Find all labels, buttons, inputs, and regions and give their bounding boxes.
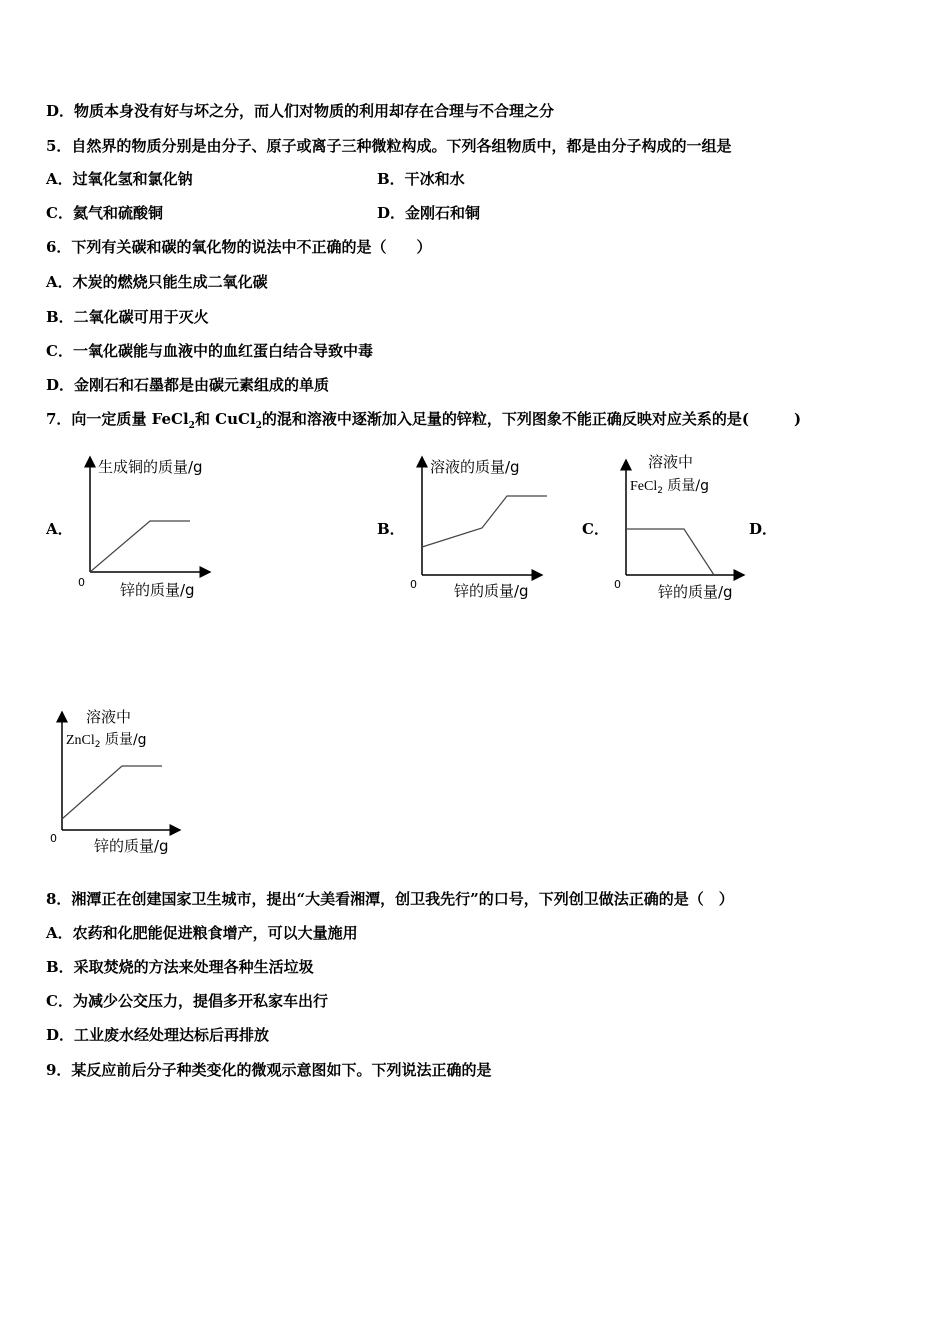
q7-label-c: C． <box>582 520 609 538</box>
q7-label-d: D． <box>749 520 778 538</box>
origin-label: 0 <box>78 576 85 589</box>
q5-option-d: D．金刚石和铜 <box>377 204 481 222</box>
q7-subscript: 2 <box>188 421 195 431</box>
unit: 质量/g <box>100 732 147 748</box>
x-axis-label: 锌的质量/g <box>454 582 529 600</box>
y-axis-label <box>66 732 147 750</box>
q6-option-c: C．一氧化碳能与血液中的血红蛋白结合导致中毒 <box>46 342 373 360</box>
x-axis-label: 锌的质量/g <box>658 583 733 601</box>
subscript: 2 <box>657 486 663 496</box>
q6-option-b: B．二氧化碳可用于灭火 <box>46 308 209 326</box>
q7-label-b: B． <box>377 520 405 538</box>
q5-stem: 5．自然界的物质分别是由分子、原子或离子三种微粒构成。下列各组物质中，都是由分子构成的一组是 <box>46 137 732 155</box>
graph-c <box>606 450 756 605</box>
origin-label: 0 <box>614 578 621 591</box>
q8-option-a: A．农药和化肥能促进粮食增产，可以大量施用 <box>46 924 358 942</box>
q8-option-d: D．工业废水经处理达标后再排放 <box>46 1026 270 1044</box>
q6-option-d: D．金刚石和石墨都是由碳元素组成的单质 <box>46 376 330 394</box>
q5-option-b: B．干冰和水 <box>377 170 465 188</box>
subscript: 2 <box>94 740 101 750</box>
x-axis-label: 锌的质量/g <box>120 581 195 599</box>
formula: ZnCl <box>66 733 95 748</box>
formula: FeCl <box>630 479 658 494</box>
y-axis-label: 溶液的质量/g <box>430 458 520 476</box>
q5-option-c: C．氦气和硫酸铜 <box>46 204 163 222</box>
q7-subscript: 2 <box>255 421 262 431</box>
curve <box>626 529 714 575</box>
q6-option-a: A．木炭的燃烧只能生成二氧化碳 <box>46 273 268 291</box>
q8-option-b: B．采取焚烧的方法来处理各种生活垃圾 <box>46 958 314 976</box>
curve <box>90 521 190 572</box>
curve <box>422 496 547 547</box>
graph-d <box>42 704 202 859</box>
q4-option-d: D．物质本身没有好与坏之分，而人们对物质的利用却存在合理与不合理之分 <box>46 102 555 120</box>
y-axis-label <box>630 478 709 496</box>
y-axis-label: 生成铜的质量/g <box>98 458 203 476</box>
unit: 质量/g <box>662 478 710 494</box>
q6-stem: 6．下列有关碳和碳的氧化物的说法中不正确的是（ ） <box>46 238 432 256</box>
q8-option-c: C．为减少公交压力，提倡多开私家车出行 <box>46 992 328 1010</box>
q5-option-a: A．过氧化氢和氯化钠 <box>46 170 193 188</box>
graph-a <box>70 450 240 605</box>
curve <box>62 766 162 819</box>
q8-stem: 8．湘潭正在创建国家卫生城市，提出“大美看湘潭，创卫我先行”的口号，下列创卫做法正确的是（ ） <box>46 890 734 908</box>
origin-label: 0 <box>50 832 57 845</box>
q7-stem <box>46 409 801 436</box>
x-axis-label: 锌的质量/g <box>94 837 169 855</box>
y-axis-label-top: 溶液中 <box>86 708 132 726</box>
q7-stem-part: 的混和溶液中逐渐加入足量的锌粒，下列图象不能正确反映对应关系的是( ) <box>261 410 802 428</box>
q9-stem: 9．某反应前后分子种类变化的微观示意图如下。下列说法正确的是 <box>46 1061 492 1079</box>
q7-stem-part: 7．向一定质量 FeCl <box>46 410 189 428</box>
y-axis-label-top: 溶液中 <box>648 453 694 471</box>
origin-label: 0 <box>410 578 417 591</box>
graph-b <box>402 450 582 605</box>
q7-label-a: A． <box>46 520 73 538</box>
q7-stem-part: 和 CuCl <box>194 410 256 428</box>
